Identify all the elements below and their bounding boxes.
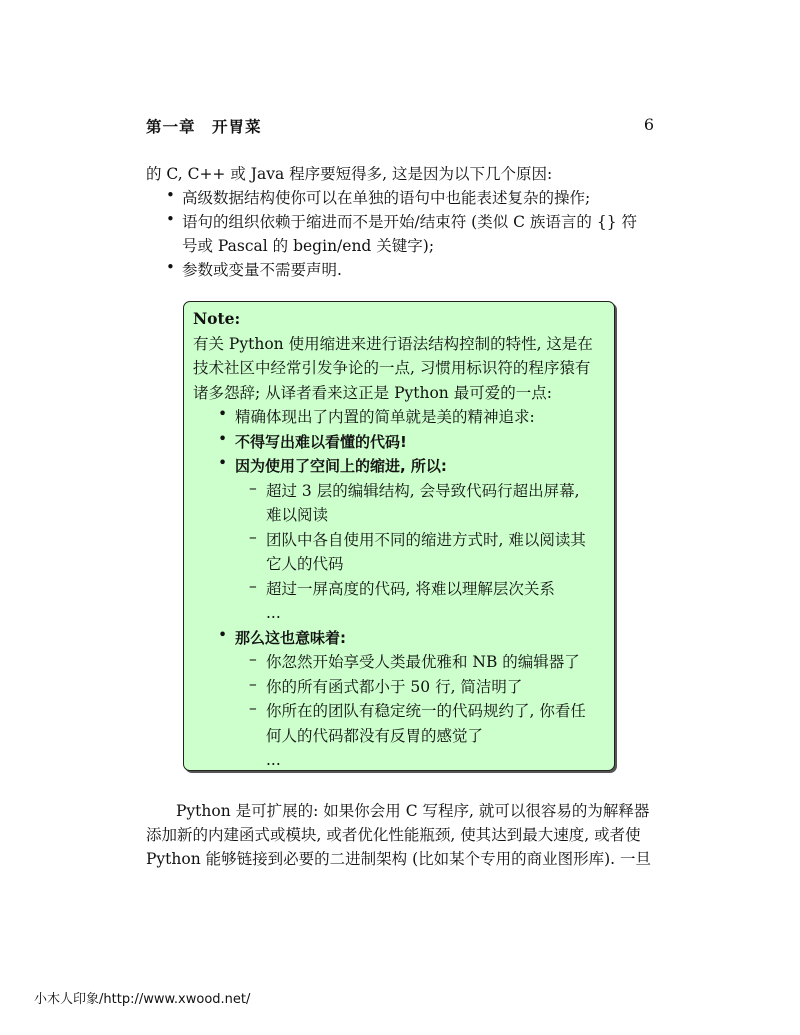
bullet-icon: •: [218, 625, 228, 644]
page-number: 6: [643, 115, 654, 134]
list-item: • 因为使用了空间上的缩进, 所以:: [218, 454, 447, 475]
chapter-title: 第一章 开胃菜: [146, 117, 262, 136]
list-item: • 不得写出难以看懂的代码!: [218, 429, 407, 451]
sub-list-item: – 超过一屏高度的代码, 将难以理解层次关系: [249, 576, 555, 598]
note-box: [183, 301, 615, 771]
note-text-line: 诸多怨辞; 从译者看来这正是 Python 最可爱的一点:: [193, 383, 552, 402]
paragraph-line: 添加新的内建函式或模块, 或者优化性能瓶颈, 使其达到最大速度, 或者使: [146, 826, 641, 844]
dash-icon: –: [249, 650, 257, 668]
bullet-icon: •: [166, 258, 175, 276]
bullet-icon: •: [218, 429, 228, 448]
sub-list-item: – 你所在的团队有稳定统一的代码规约了, 你看任 何人的代码都没有反胃的感觉了: [249, 699, 586, 745]
note-text-line: 有关 Python 使用缩进来进行语法结构控制的特性, 这是在: [193, 334, 593, 353]
list-item: • 语句的组织依赖于缩进而不是开始/结束符 (类似 C 族语言的 {} 符 号或 Pascal 的 begin/end 关键字);: [166, 210, 637, 255]
dash-icon: –: [249, 527, 257, 546]
sub-list-item: – 你忽然开始享受人类最优雅和 NB 的编辑器了: [249, 650, 580, 671]
dash-icon: –: [249, 478, 257, 497]
paragraph-line: Python 是可扩展的: 如果你会用 C 写程序, 就可以很容易的为解释器: [176, 802, 650, 820]
paragraph-line: Python 能够链接到必要的二进制架构 (比如某个专用的商业图形库). 一旦: [146, 850, 652, 868]
dash-icon: –: [249, 674, 257, 693]
bullet-icon: •: [218, 454, 228, 472]
list-item: • 那么这也意味着:: [218, 625, 346, 647]
intro-line: 的 C, C++ 或 Java 程序要短得多, 这是因为以下几个原因:: [146, 165, 553, 183]
note-text-line: 技术社区中经常引发争论的一点, 习惯用标识符的程序猿有: [193, 359, 591, 377]
footer-watermark: 小木人印象/http://www.xwood.net/: [34, 992, 251, 1007]
reasons-list: [146, 186, 656, 282]
ellipsis: ...: [266, 604, 281, 622]
sub-list-item: – 团队中各自使用不同的缩进方式时, 难以阅读其 它人的代码: [249, 527, 586, 573]
sub-list-item: – 超过 3 层的编辑结构, 会导致代码行超出屏幕, 难以阅读: [249, 478, 580, 524]
list-item: • 精确体现出了内置的简单就是美的精神追求:: [218, 405, 535, 426]
sub-list-item: – 你的所有函式都小于 50 行, 简洁明了: [249, 674, 523, 696]
page-header: [146, 115, 654, 139]
note-title: Note:: [193, 309, 241, 328]
bullet-icon: •: [166, 186, 175, 204]
ellipsis: ...: [266, 751, 281, 769]
dash-icon: –: [249, 576, 257, 595]
list-item: • 高级数据结构使你可以在单独的语句中也能表述复杂的操作;: [166, 186, 591, 207]
bullet-icon: •: [218, 405, 228, 423]
dash-icon: –: [249, 699, 257, 717]
intro-text: [146, 162, 656, 186]
paragraph: [146, 799, 656, 871]
bullet-icon: •: [166, 210, 175, 228]
list-item: • 参数或变量不需要声明.: [166, 258, 342, 279]
